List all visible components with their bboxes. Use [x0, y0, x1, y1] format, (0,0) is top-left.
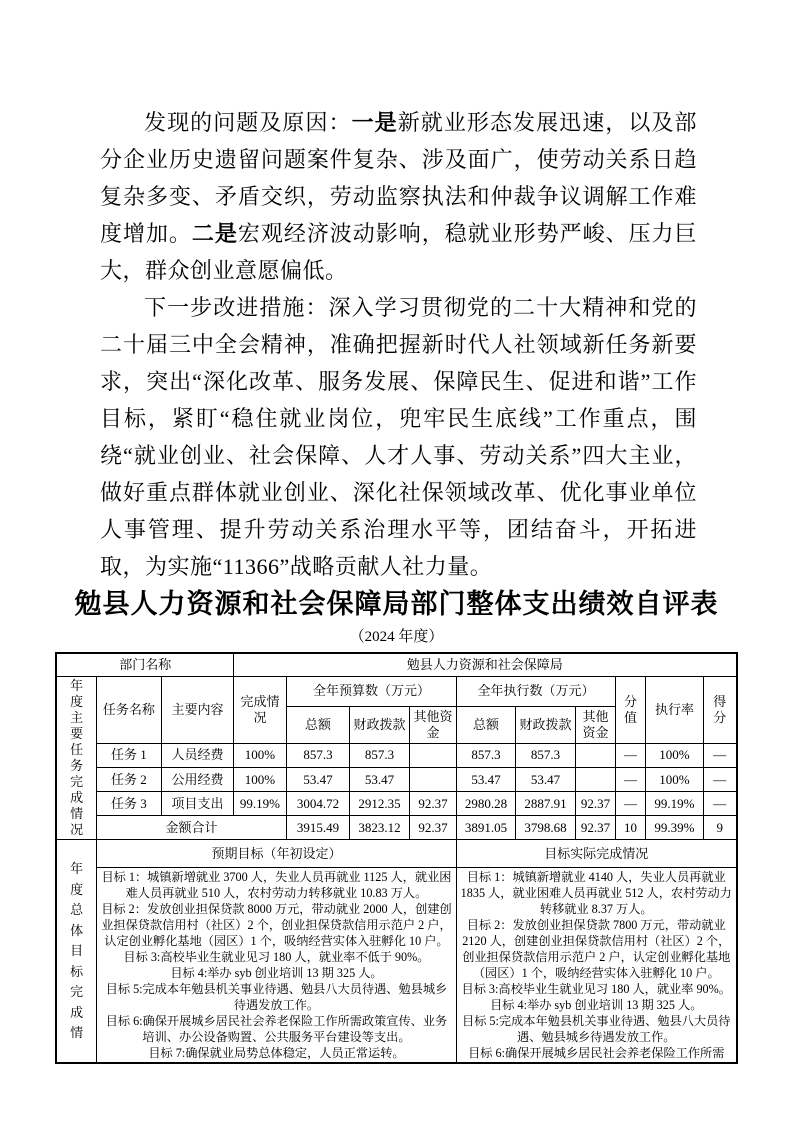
col-header-score: 得分 [703, 676, 736, 743]
para1-text-second: 宏观经济波动影响，稳就业形势严峻、压力巨大，群众创业意愿偏低。 [100, 221, 697, 283]
task1-exec-other [575, 743, 615, 767]
total-score: 9 [703, 816, 736, 840]
task1-exec-total: 857.3 [456, 743, 515, 767]
col-header-score-value: 分值 [615, 676, 645, 743]
task2-exec-total: 53.47 [456, 768, 515, 792]
report-subtitle: （2024 年度） [349, 629, 444, 645]
actual-goal-item: 目标 3:高校毕业生就业见习 180 人，就业率 90%。 [461, 982, 731, 997]
task2-budget-fiscal: 53.47 [349, 768, 409, 792]
section-annual-goals-label [56, 840, 96, 1064]
para1-bold-first: 一是 [351, 110, 398, 135]
task1-name: 任务 1 [96, 743, 161, 767]
col-header-budget-fiscal: 财政拨款 [349, 706, 409, 743]
table-row-task3 [56, 792, 736, 816]
task3-score: — [703, 792, 736, 816]
task2-completion: 100% [233, 768, 286, 792]
task3-exec-other: 92.37 [575, 792, 615, 816]
paragraph-problems [100, 104, 697, 289]
header-row-top [56, 676, 736, 706]
task1-completion: 100% [233, 743, 286, 767]
total-label: 金额合计 [96, 816, 286, 840]
expected-goal-item: 目标 3:高校毕业生就业见习 180 人，就业率不低于 90%。 [123, 950, 430, 965]
dept-name-value: 勉县人力资源和社会保障局 [233, 653, 736, 676]
task1-exec-fiscal: 857.3 [515, 743, 575, 767]
total-budget-total: 3915.49 [286, 816, 349, 840]
expected-goal-item: 目标 1：城镇新增就业 3700 人，失业人员再就业 1125 人，就业困难人员再就业 510 人，农村劳动力转移就业 10.83 万人。 [101, 870, 452, 901]
task3-budget-fiscal: 2912.35 [349, 792, 409, 816]
task3-score-value: — [615, 792, 645, 816]
total-exec-total: 3891.05 [456, 816, 515, 840]
actual-goal-item: 目标 6:确保开展城乡居民社会养老保险工作所需 [468, 1046, 725, 1061]
total-budget-fiscal: 3823.12 [349, 816, 409, 840]
actual-goal-item: 目标 5:完成本年勉县机关事业待遇、勉县八大员待遇、勉县城乡待遇发放工作。 [462, 1014, 731, 1045]
actual-goal-item: 目标 2：发放创业担保贷款 7800 万元，带动就业 2120 人，创建创业担保贷款信用村（社区）2 个，创业担保贷款信用示范户 2 户，认定创业孵化基地（园区）1 个，吸纳经营实体入驻孵化 10 户。 [462, 918, 731, 981]
col-header-budget-total: 总额 [286, 706, 349, 743]
expected-goal-item: 目标 2：发放创业担保贷款 8000 万元，带动就业 2000 人，创建创业担保贷款信用村（社区）2 个，创业担保贷款信用示范户 2 户，认定创业孵化基地（园区）1 个，吸纳经营实体入驻孵化 10 户。 [101, 902, 452, 949]
task2-budget-other [409, 768, 456, 792]
task3-completion: 99.19% [233, 792, 286, 816]
dept-name-label: 部门名称 [56, 653, 233, 676]
total-exec-rate: 99.39% [645, 816, 703, 840]
para1-text-first: 新就业形态发展迅速，以及部分企业历史遗留问题案件复杂、涉及面广，使劳动关系日趋复杂多变、矛盾交织，劳动监察执法和仲裁争议调解工作难度增加。 [100, 110, 697, 246]
task1-content: 人员经费 [161, 743, 233, 767]
task3-name: 任务 3 [96, 792, 161, 816]
col-header-completion: 完成情况 [233, 676, 286, 743]
task3-exec-total: 2980.28 [456, 792, 515, 816]
total-exec-other: 92.37 [575, 816, 615, 840]
table-row-task1 [56, 743, 736, 767]
total-exec-fiscal: 3798.68 [515, 816, 575, 840]
para1-bold-second: 二是 [191, 221, 238, 246]
task2-name: 任务 2 [96, 768, 161, 792]
goals-header-row [56, 840, 736, 868]
col-header-exec-rate: 执行率 [645, 676, 703, 743]
expected-goals-header: 预期目标（年初设定） [96, 840, 456, 868]
col-header-main-content: 主要内容 [161, 676, 233, 743]
col-group-annual-budget: 全年预算数（万元） [286, 676, 456, 706]
task3-budget-total: 3004.72 [286, 792, 349, 816]
col-header-budget-other: 其他资金 [409, 706, 456, 743]
task2-exec-fiscal: 53.47 [515, 768, 575, 792]
col-header-task-name: 任务名称 [96, 676, 161, 743]
task1-budget-total: 857.3 [286, 743, 349, 767]
body-text [100, 104, 697, 585]
expected-goals-cell [96, 868, 456, 1064]
task3-exec-rate: 99.19% [645, 792, 703, 816]
total-score-value: 10 [615, 816, 645, 840]
self-evaluation-table [55, 652, 737, 1064]
actual-goals-header: 目标实际完成情况 [456, 840, 736, 868]
expected-goal-item: 目标 5:完成本年勉县机关事业待遇、勉县八大员待遇、勉县城乡待遇发放工作。 [105, 982, 448, 1013]
section-annual-goals-text: 年度总体目标完成情 [70, 861, 84, 1041]
paragraph-next-steps: 下一步改进措施：深入学习贯彻党的二十大精神和党的二十届三中全会精神，准确把握新时代人社领域新任务新要求，突出“深化改革、服务发展、保障民生、促进和谐”工作目标，紧盯“稳住就业岗位，兜牢民生底线”工作重点，围绕“就业创业、社会保障、人才人事、劳动关系”四大主业，做好重点群体就业创业、深化社保领域改革、优化事业单位人事管理、提升劳动关系治理水平等，团结奋斗，开拓进取，为实施“11366”战略贡献人社力量。 [100, 295, 697, 579]
task2-score: — [703, 768, 736, 792]
task1-score: — [703, 743, 736, 767]
col-header-exec-fiscal: 财政拨款 [515, 706, 575, 743]
task2-content: 公用经费 [161, 768, 233, 792]
task1-exec-rate: 100% [645, 743, 703, 767]
report-title: 勉县人力资源和社会保障局部门整体支出绩效自评表 [74, 589, 719, 619]
table-row-task2 [56, 768, 736, 792]
section-annual-tasks-label [56, 676, 96, 840]
actual-goals-cell [456, 868, 736, 1064]
task1-budget-fiscal: 857.3 [349, 743, 409, 767]
actual-goal-item: 目标 4:举办 syb 创业培训 13 期 325 人。 [490, 998, 703, 1013]
task3-content: 项目支出 [161, 792, 233, 816]
task2-budget-total: 53.47 [286, 768, 349, 792]
section-annual-tasks-text: 年度主要任务完成情况 [70, 677, 84, 838]
goals-content-row [56, 868, 736, 1064]
col-header-exec-total: 总额 [456, 706, 515, 743]
dept-name-row [56, 653, 736, 676]
task3-exec-fiscal: 2887.91 [515, 792, 575, 816]
task2-exec-rate: 100% [645, 768, 703, 792]
table-row-amount-total [56, 816, 736, 840]
col-header-exec-other: 其他资金 [575, 706, 615, 743]
col-group-annual-execution: 全年执行数（万元） [456, 676, 615, 706]
expected-goal-item: 目标 6:确保开展城乡居民社会养老保险工作所需政策宣传、业务培训、办公设备购置、公共服务平台建设等支出。 [105, 1014, 448, 1045]
expected-goal-item: 目标 4:举办 syb 创业培训 13 期 325 人。 [170, 966, 383, 981]
para1-lead: 发现的问题及原因： [144, 110, 352, 135]
task2-exec-other [575, 768, 615, 792]
task1-score-value: — [615, 743, 645, 767]
task3-budget-other: 92.37 [409, 792, 456, 816]
task1-budget-other [409, 743, 456, 767]
actual-goal-item: 目标 1：城镇新增就业 4140 人，失业人员再就业 1835 人，就业困难人员再就业 512 人，农村劳动力转移就业 8.37 万人。 [460, 870, 732, 917]
task2-score-value: — [615, 768, 645, 792]
total-budget-other: 92.37 [409, 816, 456, 840]
expected-goal-item: 目标 7:确保就业局势总体稳定，人员正常运转。 [148, 1046, 405, 1061]
